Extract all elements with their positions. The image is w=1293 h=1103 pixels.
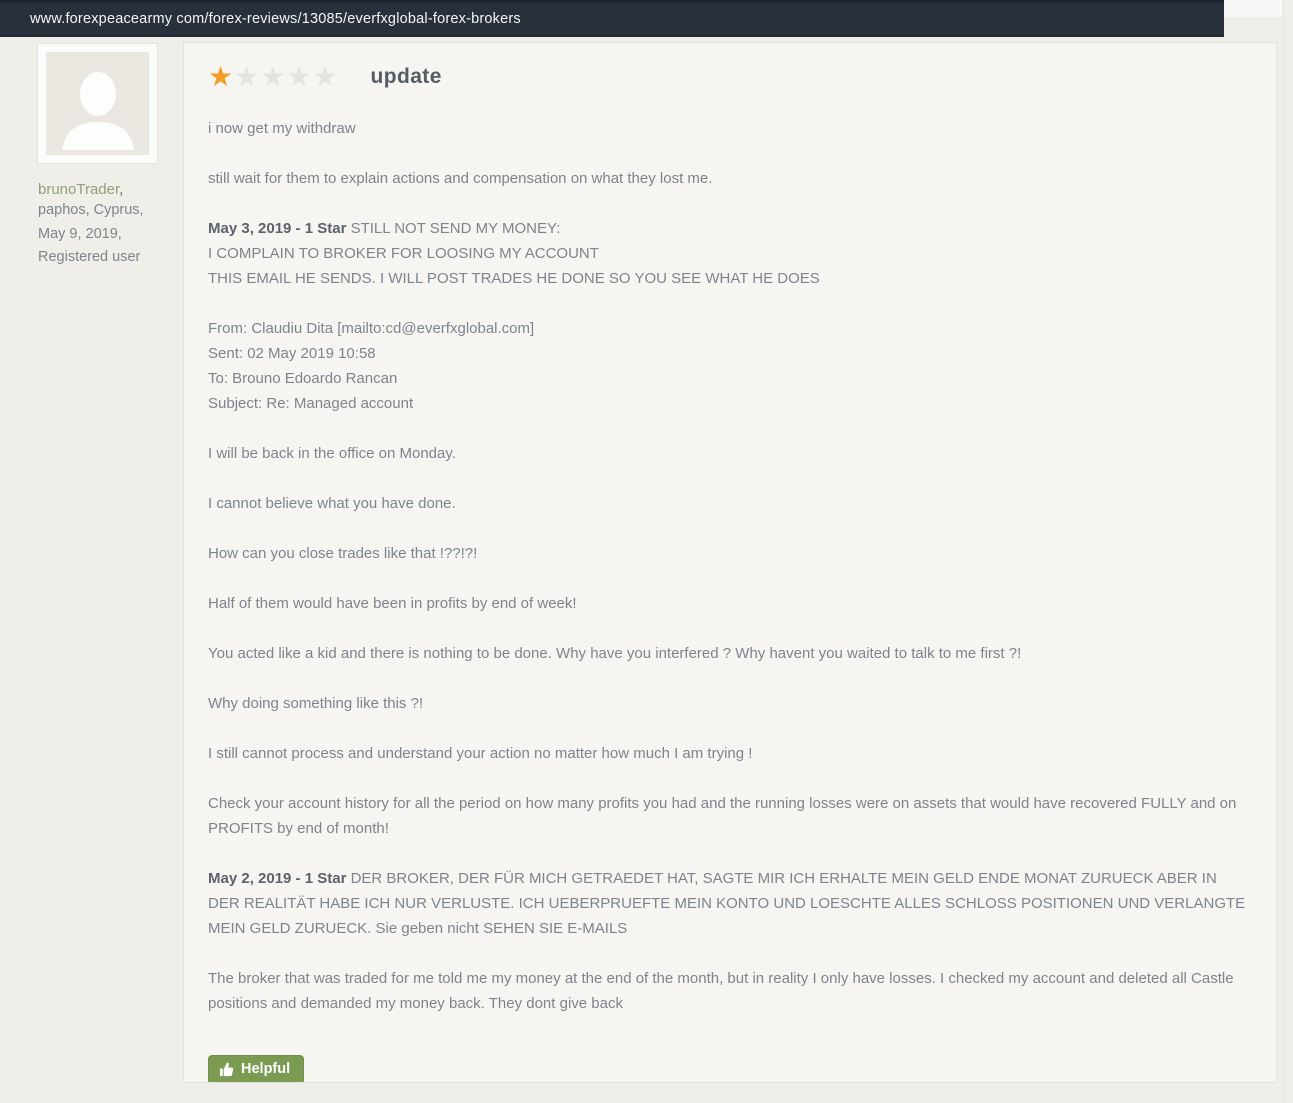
- star-icon: ★: [312, 61, 339, 92]
- star-icon: ★: [208, 61, 235, 92]
- author-location: paphos, Cyprus,: [38, 202, 144, 218]
- review-paragraph: i now get my withdraw: [208, 120, 356, 137]
- helpful-button-label: Helpful: [241, 1061, 291, 1077]
- browser-url-bar[interactable]: [0, 0, 1224, 37]
- star-icon: ★: [260, 61, 287, 92]
- review-author-sidebar: [38, 44, 188, 269]
- review-title: update: [370, 65, 442, 88]
- header-background: [1224, 0, 1282, 17]
- review-paragraph: I still cannot process and understand your action no matter how much I am trying !: [208, 745, 753, 762]
- review-paragraph: still wait for them to explain actions and compensation on what they lost me.: [208, 170, 713, 187]
- review-paragraph: From: Claudiu Dita [mailto:cd@everfxglobal.com] Sent: 02 May 2019 10:58 To: Brouno Edoardo Rancan Subject: Re: Managed account: [208, 320, 535, 412]
- review-paragraph: The broker that was traded for me told me my money at the end of the month, but in reality I only have losses. I checked my account and deleted all Castle positions and demanded my money back. They dont give back: [208, 970, 1234, 1012]
- review-date: May 9, 2019,: [38, 225, 122, 242]
- review-paragraph: May 2, 2019 - 1 Star DER BROKER, DER FÜR MICH GETRAEDET HAT, SAGTE MIR ICH ERHALTE MEIN GELD ENDE MONAT ZURUECK ABER IN DER REALITÄT HABE ICH NUR VERLUSTE. ICH UEBERPRUEFTE MEIN KONTO UND LOESCHTE ALLES SCHLOSS POSITIONEN UND VERLANGTE MEIN GELD ZURUECK. Sie geben nicht SEHEN SIE E-MAILS: [208, 870, 1246, 937]
- star-icon: ★: [234, 61, 261, 92]
- review-card: [183, 42, 1277, 1083]
- page-url: www.forexpeacearmy com/forex-reviews/13085/everfxglobal-forex-brokers: [30, 11, 521, 27]
- username-suffix: ,: [119, 181, 124, 198]
- thumbs-up-icon: [219, 1062, 234, 1077]
- person-silhouette-icon: [52, 64, 144, 155]
- review-paragraph: I cannot believe what you have done.: [208, 495, 456, 512]
- author-username-link[interactable]: brunoTrader: [38, 181, 120, 198]
- review-paragraph: Half of them would have been in profits by end of week!: [208, 595, 577, 612]
- review-paragraph: I will be back in the office on Monday.: [208, 445, 456, 462]
- star-icon: ★: [286, 61, 313, 92]
- author-name-line: [38, 181, 188, 198]
- scrollbar-track[interactable]: [1283, 0, 1293, 1103]
- avatar[interactable]: [38, 44, 157, 163]
- review-paragraph: Why doing something like this ?!: [208, 695, 424, 712]
- review-paragraph: Check your account history for all the period on how many profits you had and the running losses were on assets that would have recovered FULLY and on PROFITS by end of month!: [208, 795, 1237, 837]
- helpful-button[interactable]: [208, 1055, 304, 1083]
- review-paragraph: You acted like a kid and there is nothing to be done. Why have you interfered ? Why havent you waited to talk to me first ?!: [208, 645, 1022, 662]
- review-header: [208, 63, 1250, 91]
- star-rating: [208, 63, 339, 91]
- review-paragraph: How can you close trades like that !??!?!: [208, 545, 478, 562]
- review-paragraph: May 3, 2019 - 1 Star STILL NOT SEND MY MONEY: I COMPLAIN TO BROKER FOR LOOSING MY ACCOUNT THIS EMAIL HE SENDS. I WILL POST TRADES HE DONE SO YOU SEE WHAT HE DOES: [208, 220, 820, 287]
- author-member-type: Registered user: [38, 249, 141, 265]
- review-body: [208, 116, 1250, 1016]
